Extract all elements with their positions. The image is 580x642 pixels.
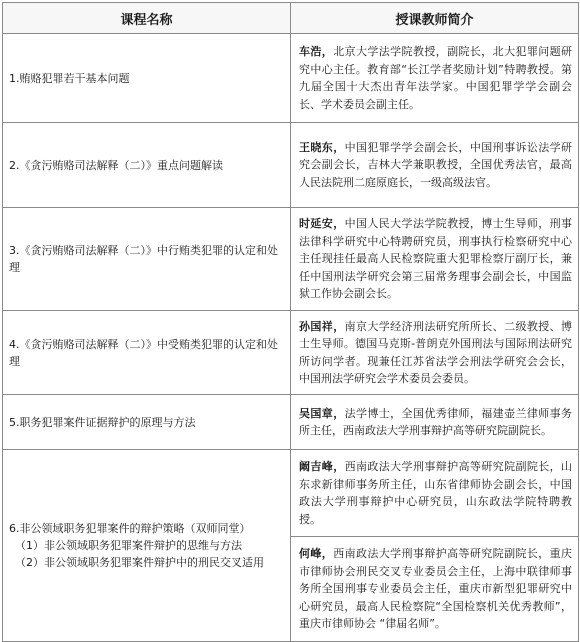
table-row xyxy=(3,395,579,450)
course-cell xyxy=(3,208,291,311)
teacher-name: 王晓东 xyxy=(299,140,334,154)
teacher-description: 南京大学经济刑法研究所所长、二级教授、博士生导师。德国马克斯-普朗克外国刑法与国际刑法研究所访问学者。现兼任江苏省法学会刑法学研究会会长，中国刑法学研究会学术委员会委员。 xyxy=(299,319,573,385)
teacher-description: 西南政法大学刑事辩护高等研究院副院长，重庆市律师协会刑民交叉专业委员会主任，上海中联律师事务所全国刑事专业委员会主任，重庆市新型犯罪研究中心研究员，最高人民检察院“全国检察机关优秀教师”，重庆市律师协会 “律届名师”。 xyxy=(299,547,573,630)
teacher-cell xyxy=(291,34,579,123)
teacher-description: 中国人民大学法学院教授，博士生导师，刑事法律科学研究中心特聘研究员，刑事执行检察研究中心主任现挂任最高人民检察院重大犯罪检察厅副厅长，兼任中国刑法学研究会第三届常务理事会副会长，中国监狱工作协会副会长。 xyxy=(299,217,573,301)
teacher-cell xyxy=(291,395,579,450)
teacher-bio xyxy=(299,215,572,303)
teacher-description: 中国犯罪学学会副会长，中国刑事诉讼法学研究会副会长，吉林大学兼职教授，全国优秀法官，最高人民法院刑二庭原庭长，一级高级法官。 xyxy=(299,140,573,189)
course-cell xyxy=(3,395,291,450)
table-row xyxy=(3,208,579,311)
table-row xyxy=(3,34,579,123)
course-table-container xyxy=(2,2,578,642)
course-title: 5.职务犯罪案件证据辩护的原理与方法 xyxy=(9,415,196,429)
teacher-description: 西南政法大学刑事辩护高等研究院副院长，山东求新律师事务所主任，山东省律师协会副会长，中国政法大学刑事辩护中心研究员，山东政法学院特聘教授。 xyxy=(299,460,573,526)
course-cell xyxy=(3,34,291,123)
course-title: 3.《贪污贿赂司法解释（二）》中行贿类犯罪的认定和处理 xyxy=(9,244,278,274)
course-cell xyxy=(3,311,291,395)
teacher-description: 法学博士，全国优秀律师，福建壶兰律师事务所主任，西南政法大学刑事辩护高等研究院副院长。 xyxy=(299,406,573,437)
name-separator: ， xyxy=(321,547,334,560)
teacher-bio xyxy=(299,43,572,113)
header-course-name: 课程名称 xyxy=(3,3,291,34)
teacher-cell xyxy=(291,311,579,395)
course-title: 4.《贪污贿赂司法解释（二）》中受贿类犯罪的认定和处理 xyxy=(9,337,278,368)
course-table xyxy=(2,2,579,642)
teacher-description: 北京大学法学院教授，副院长，北大犯罪问题研究中心主任。教育部“长江学者奖励计划”特聘教授。第九届全国十大杰出青年法学家。中国犯罪学学会副会长、学术委员会副主任。 xyxy=(299,45,573,111)
teacher-cell xyxy=(291,208,579,311)
table-row xyxy=(3,450,579,642)
teacher-name: 时延安 xyxy=(299,217,334,231)
teacher-cell xyxy=(291,450,579,642)
name-separator: ， xyxy=(333,217,345,231)
teacher-name: 车浩 xyxy=(299,45,322,58)
course-cell xyxy=(3,123,291,208)
teacher-bio xyxy=(299,537,572,641)
teacher-name: 阚吉峰 xyxy=(299,460,334,473)
teacher-name: 吴国章 xyxy=(299,406,334,420)
course-title: 1.贿赂犯罪若干基本问题 xyxy=(9,71,130,85)
header-teacher-intro: 授课教师简介 xyxy=(291,3,579,34)
teacher-bio xyxy=(299,450,572,536)
teacher-cell xyxy=(291,123,579,208)
name-separator: ， xyxy=(333,406,345,420)
table-row xyxy=(3,123,579,208)
course-title: 2.《贪污贿赂司法解释（二）》重点问题解读 xyxy=(9,158,223,172)
course-title: 6.非公领域职务犯罪案件的辩护策略（双师同堂） xyxy=(9,521,251,535)
name-separator: ， xyxy=(333,319,345,333)
name-separator: ， xyxy=(333,140,345,154)
teacher-bio xyxy=(299,405,572,440)
course-subtopic-1: （1）非公领域职务犯罪案件辩护的思维与方法 xyxy=(15,538,242,552)
teacher-name: 何峰 xyxy=(299,547,322,560)
table-row xyxy=(3,311,579,395)
teacher-bio xyxy=(299,139,572,192)
course-cell xyxy=(3,450,291,642)
teacher-name: 孙国祥 xyxy=(299,319,334,333)
course-subtopic-2: （2）非公领域职务犯罪案件辩护中的刑民交叉适用 xyxy=(15,555,264,569)
name-separator: ， xyxy=(321,45,334,58)
teacher-bio xyxy=(299,318,572,388)
name-separator: ， xyxy=(333,460,345,473)
table-header-row xyxy=(3,3,579,34)
